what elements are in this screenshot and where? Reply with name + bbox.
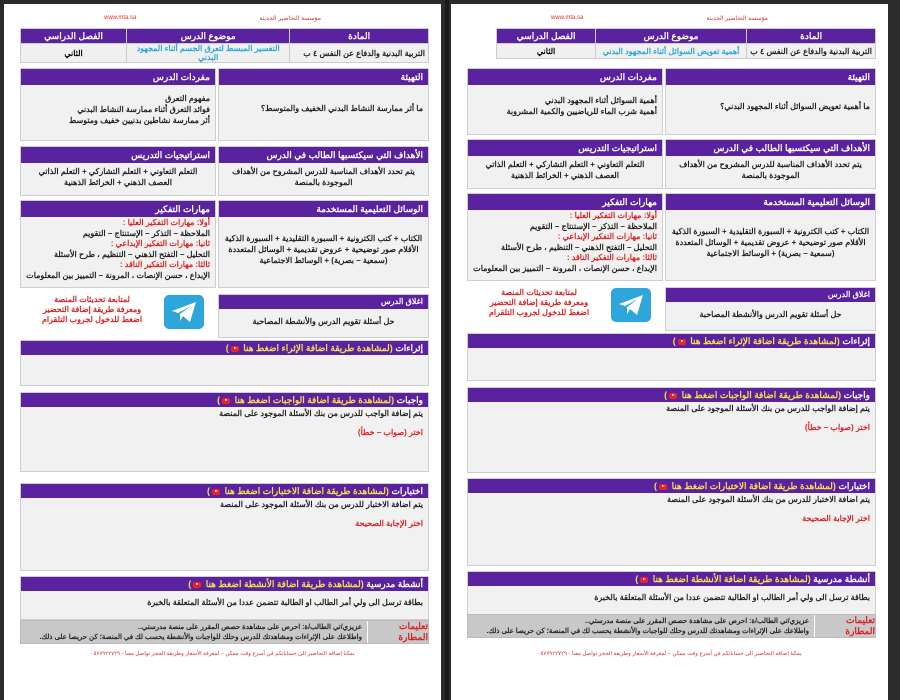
closing-title: اغلاق الدرس <box>666 288 875 302</box>
skills-text: التحليل – التفتح الذهني – التنظيم ، طرح الأسئلة <box>500 242 657 252</box>
link-text: (لمشاهدة طريقة اضافة الإثراء اضغط هنا <box>690 336 840 346</box>
notes-row <box>467 614 876 638</box>
tests-text: يتم اضافة الاختبار للدرس من بنك الأسئلة الموجود على المنصة <box>667 495 870 504</box>
subject-value: التربية البدنية والدفاع عن النفس ٤ ب <box>747 44 876 59</box>
closing-text: حل أسئلة تقويم الدرس والأنشطة المصاحبة <box>252 317 395 326</box>
topic-value: أهمية تعويض السوائل أثناء المجهود البدني <box>595 44 746 59</box>
telegram-promo-line: اضغط للدخول لجروب التلقرام <box>488 308 590 317</box>
strategies-line: التعلم التعاوني + التعلم التشاركي + التعلم الذاتي <box>38 167 198 176</box>
link-text: (لمشاهدة طريقة اضافة الاختبارات اضغط هنا <box>224 486 389 496</box>
tamheed-text: ما أثر ممارسة النشاط البدني الخفيف والمتوسط؟ <box>260 104 423 113</box>
telegram-icon <box>171 301 197 323</box>
org-name: مؤسسة التحاضير الحديثة <box>259 16 321 22</box>
skills-title: مهارات التفكير <box>468 194 662 210</box>
homework-type: اختر (صواب – خطأ) <box>357 428 423 437</box>
goals-text: يتم تحدد الأهداف المناسبة للدرس المشروح من الأهداف الموجودة بالمنصة <box>679 160 862 180</box>
strategies-line: العصف الذهني + الخرائط الذهنية <box>64 178 172 187</box>
link-text: (لمشاهدة طريقة اضافة الإثراء اضغط هنا <box>243 343 393 353</box>
youtube-icon <box>659 484 667 490</box>
mufradat-title: مفردات الدرس <box>468 69 662 85</box>
col-topic: موضوع الدرس <box>127 29 290 44</box>
strategies-title: استراتيجيات التدريس <box>21 147 215 163</box>
term-value: الثاني <box>497 44 595 59</box>
notes-label: تعليمات المطارة <box>814 615 875 637</box>
activities-text: بطاقة ترسل الى ولي أمر الطالب او الطالبة تتضمن عددا من الأسئلة المتعلقة بالخبرة <box>147 598 423 607</box>
close-paren: ) <box>217 395 221 405</box>
homework-howto-link[interactable] <box>217 395 394 405</box>
mufradat-item: أهمية شرب الماء للرياضيين والكمية المشروبة <box>506 107 657 116</box>
tests-section <box>467 478 876 566</box>
means-line: الأقلام صور توضيحية + عروض تقديمية + الوسائل المتعددة <box>228 245 419 254</box>
strategies-line: العصف الذهني + الخرائط الذهنية <box>511 171 619 180</box>
telegram-promo-line: اضغط للدخول لجروب التلقرام <box>41 315 143 324</box>
youtube-icon <box>193 582 201 588</box>
link-text: (لمشاهدة طريقة اضافة الأنشطة اضغط هنا <box>652 574 811 584</box>
means-title: الوسائل التعليمية المستخدمة <box>219 201 428 217</box>
youtube-icon <box>669 393 677 399</box>
site-url[interactable]: www.mta.sa <box>551 15 584 21</box>
youtube-icon <box>640 577 648 583</box>
strategies-title: استراتيجيات التدريس <box>468 140 662 156</box>
means-box <box>218 200 429 288</box>
lesson-info-table <box>20 28 429 63</box>
skills-heading: أولا: مهارات التفكير العليا : <box>569 211 657 220</box>
topic-value: التفسير المبسط لتعرق الجسم أثناء المجهود البدني <box>127 44 290 63</box>
document-page-2 <box>451 4 888 700</box>
strategies-line: التعلم التعاوني + التعلم التشاركي + التعلم الذاتي <box>485 160 645 169</box>
notes-line: عزيزي/تي الطالب/ة: احرص على مشاهدة حصص المقرر على منصة مدرستي.. <box>585 618 809 625</box>
telegram-button[interactable] <box>164 295 204 329</box>
homework-text: يتم إضافة الواجب للدرس من بنك الأسئلة الموجود على المنصة <box>666 404 870 413</box>
telegram-button[interactable] <box>611 288 651 322</box>
col-term: الفصل الدراسي <box>21 29 127 44</box>
tests-howto-link[interactable] <box>207 486 389 496</box>
term-value: الثاني <box>21 44 127 63</box>
notes-row <box>20 620 429 644</box>
notes-line: واطلاعك على الإثراءات ومشاهدتك للدرس وحلك للواجبات والأنشطة يحسب لك في المنصة؛ كن حريصا على ذلك. <box>486 628 809 635</box>
skills-title: مهارات التفكير <box>21 201 215 217</box>
mufradat-box <box>20 68 216 141</box>
close-paren: ) <box>654 481 658 491</box>
homework-howto-link[interactable] <box>664 390 841 400</box>
mufradat-item: أهمية السوائل أثناء المجهود البدني <box>544 96 657 105</box>
telegram-promo-line: ومعرفة طريقة إضافة التحضير <box>489 298 589 307</box>
enrichments-label: إثراءات <box>842 336 870 346</box>
enrichments-howto-link[interactable] <box>226 343 393 353</box>
closing-box <box>665 287 876 331</box>
closing-title: اغلاق الدرس <box>219 295 428 309</box>
org-name: مؤسسة التحاضير الحديثة <box>706 16 768 22</box>
skills-heading: ثانيا: مهارات التفكير الإبداعي : <box>110 239 210 248</box>
link-text: (لمشاهدة طريقة اضافة الأنشطة اضغط هنا <box>205 579 364 589</box>
skills-text: التحليل – التفتح الذهني – التنظيم ، طرح الأسئلة <box>53 249 210 259</box>
goals-title: الأهداف التي سيكتسبها الطالب في الدرس <box>666 140 875 156</box>
telegram-promo[interactable] <box>479 288 599 318</box>
tests-section <box>20 483 429 571</box>
col-term: الفصل الدراسي <box>497 29 595 44</box>
close-paren: ) <box>225 343 229 353</box>
activities-label: أنشطة مدرسية <box>366 579 423 589</box>
skills-text: الإبداع ، حسن الإنصات ، المرونة – التمييز بين المعلومات <box>26 270 210 280</box>
homework-section <box>20 392 429 472</box>
footer-text: يمكنا اضافة التحاضير الى حساباتكم في أسرع وقت ممكن – لمعرفة الأسعار وطريقة الحجز تواصل معنا - ٠٥٧٧٩٢٢٧٢٩ <box>537 651 802 657</box>
telegram-promo[interactable] <box>32 295 152 325</box>
enrichments-section <box>20 340 429 386</box>
tamheed-box <box>665 68 876 135</box>
skills-text: الإبداع ، حسن الإنصات ، المرونة – التمييز بين المعلومات <box>473 263 657 273</box>
means-line: الكتاب + كتب الكترونية + السبورة التقليدية + السبورة الذكية <box>671 227 870 236</box>
telegram-promo-line: لمتابعة تحديثات المنصة <box>501 288 577 297</box>
link-text: (لمشاهدة طريقة اضافة الواجبات اضغط هنا <box>234 395 395 405</box>
tamheed-box <box>218 68 429 141</box>
skills-box <box>467 193 663 281</box>
site-url[interactable]: www.mta.sa <box>104 15 137 21</box>
link-text: (لمشاهدة طريقة اضافة الواجبات اضغط هنا <box>681 390 842 400</box>
closing-text: حل أسئلة تقويم الدرس والأنشطة المصاحبة <box>699 310 842 319</box>
homework-section <box>467 387 876 473</box>
tests-label: اختبارات <box>838 481 870 491</box>
page-divider <box>445 0 449 700</box>
mufradat-item: فوائد التعرق أثناء ممارسة النشاط البدني <box>77 105 210 114</box>
tamheed-text: ما أهمية تعويض السوائل أثناء المجهود البدني؟ <box>720 102 870 111</box>
means-box <box>665 193 876 281</box>
means-line: الأقلام صور توضيحية + عروض تقديمية + الوسائل المتعددة <box>675 238 866 247</box>
tamheed-title: التهيئة <box>666 69 875 85</box>
skills-box <box>20 200 216 288</box>
activities-section <box>20 576 429 620</box>
enrichments-label: إثراءات <box>395 343 423 353</box>
telegram-icon <box>618 294 644 316</box>
close-paren: ) <box>635 574 639 584</box>
activities-label: أنشطة مدرسية <box>813 574 870 584</box>
close-paren: ) <box>188 579 192 589</box>
skills-heading: أولا: مهارات التفكير العليا : <box>122 218 210 227</box>
activities-howto-link[interactable] <box>188 579 364 589</box>
subject-value: التربية البدنية والدفاع عن النفس ٤ ب <box>290 44 429 63</box>
enrichments-howto-link[interactable] <box>673 336 840 346</box>
homework-text: يتم إضافة الواجب للدرس من بنك الأسئلة الموجود على المنصة <box>219 409 423 418</box>
lesson-info-table <box>496 28 876 59</box>
activities-section <box>467 571 876 615</box>
skills-text: الملاحظة – التذكر – الإستنتاج – التقويم <box>82 228 210 238</box>
goals-box <box>665 139 876 189</box>
closing-box <box>218 294 429 338</box>
youtube-icon <box>678 339 686 345</box>
skills-heading: ثالثا: مهارات التفكير الناقد : <box>566 253 657 262</box>
goals-title: الأهداف التي سيكتسبها الطالب في الدرس <box>219 147 428 163</box>
telegram-promo-line: ومعرفة طريقة إضافة التحضير <box>42 305 142 314</box>
means-line: (سمعية – بصرية) + الوسائط الاجتماعية <box>706 249 835 258</box>
goals-box <box>218 146 429 196</box>
strategies-box <box>467 139 663 189</box>
strategies-box <box>20 146 216 196</box>
col-topic: موضوع الدرس <box>595 29 746 44</box>
tests-text: يتم اضافة الاختبار للدرس من بنك الأسئلة الموجود على المنصة <box>220 500 423 509</box>
close-paren: ) <box>672 336 676 346</box>
notes-line: عزيزي/تي الطالب/ة: احرص على مشاهدة حصص المقرر على منصة مدرستي.. <box>138 624 362 631</box>
homework-label: واجبات <box>396 395 423 405</box>
telegram-promo-line: لمتابعة تحديثات المنصة <box>54 295 130 304</box>
tamheed-title: التهيئة <box>219 69 428 85</box>
means-title: الوسائل التعليمية المستخدمة <box>666 194 875 210</box>
activities-text: بطاقة ترسل الى ولي أمر الطالب او الطالبة تتضمن عددا من الأسئلة المتعلقة بالخبرة <box>594 593 870 602</box>
mufradat-item: مفهوم التعرق <box>165 94 210 103</box>
close-paren: ) <box>664 390 668 400</box>
tests-type: اختر الإجابة الصحيحة <box>355 519 423 528</box>
skills-heading: ثالثا: مهارات التفكير الناقد : <box>119 260 210 269</box>
footer-text: يمكنا اضافة التحاضير الى حساباتكم في أسرع وقت ممكن – لمعرفة الأسعار وطريقة الحجز تواصل معنا - ٠٥٧٧٩٢٢٧٢٩ <box>90 651 355 657</box>
tests-howto-link[interactable] <box>654 481 836 491</box>
means-line: (سمعية – بصرية) + الوسائط الاجتماعية <box>259 256 388 265</box>
youtube-icon <box>212 489 220 495</box>
enrichments-section <box>467 333 876 381</box>
notes-label: تعليمات المطارة <box>367 621 428 643</box>
youtube-icon <box>231 346 239 352</box>
tests-type: اختر الإجابة الصحيحة <box>802 514 870 523</box>
skills-heading: ثانيا: مهارات التفكير الإبداعي : <box>557 232 657 241</box>
means-line: الكتاب + كتب الكترونية + السبورة التقليدية + السبورة الذكية <box>224 234 423 243</box>
col-subject: المادة <box>747 29 876 44</box>
goals-text: يتم تحدد الأهداف المناسبة للدرس المشروح من الأهداف الموجودة بالمنصة <box>232 167 415 187</box>
homework-type: اختر (صواب – خطأ) <box>804 423 870 432</box>
notes-line: واطلاعك على الإثراءات ومشاهدتك للدرس وحلك للواجبات والأنشطة يحسب لك في المنصة؛ كن حريصا على ذلك. <box>39 634 362 641</box>
mufradat-item: أثر ممارسة نشاطين بدنيين خفيف ومتوسط <box>68 116 210 125</box>
col-subject: المادة <box>290 29 429 44</box>
skills-text: الملاحظة – التذكر – الإستنتاج – التقويم <box>529 221 657 231</box>
document-page-1 <box>4 4 441 700</box>
close-paren: ) <box>207 486 211 496</box>
activities-howto-link[interactable] <box>635 574 811 584</box>
mufradat-title: مفردات الدرس <box>21 69 215 85</box>
homework-label: واجبات <box>843 390 870 400</box>
link-text: (لمشاهدة طريقة اضافة الاختبارات اضغط هنا <box>671 481 836 491</box>
tests-label: اختبارات <box>391 486 423 496</box>
mufradat-box <box>467 68 663 135</box>
youtube-icon <box>222 398 230 404</box>
